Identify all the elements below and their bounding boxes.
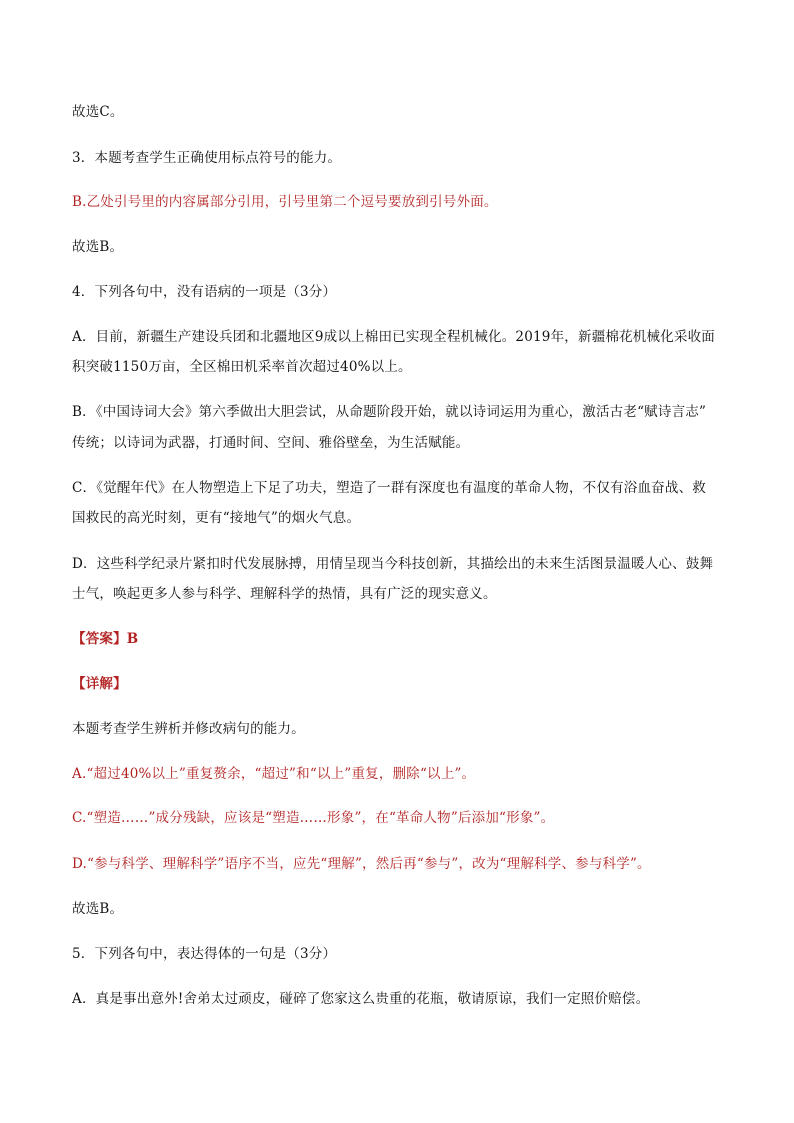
explanation-line: D.“参与科学、理解科学”语序不当，应先“理解”，然后再“参与”，改为“理解科学、参与科学”。	[72, 856, 651, 872]
option-a-line-1: A．真是事出意外!舍弟太过顽皮，碰碎了您家这么贵重的花瓶，敬请原谅，我们一定照价赔偿。	[72, 991, 650, 1007]
option-b-line-2: 传统；以诗词为武器，打通时间、空间、雅俗壁垒，为生活赋能。	[72, 435, 470, 451]
text-line: 3．本题考查学生正确使用标点符号的能力。	[72, 150, 342, 166]
detail-heading: 【详解】	[72, 676, 127, 692]
option-d-line-1: D．这些科学纪录片紧扣时代发展脉搏，用情呈现当今科技创新，其描绘出的未来生活图景温暖人心、鼓舞	[72, 556, 714, 572]
option-d-line-2: 士气，唤起更多人参与科学、理解科学的热情，具有广泛的现实意义。	[72, 586, 497, 602]
text-line: 本题考查学生辨析并修改病句的能力。	[72, 721, 305, 737]
question-stem: 5．下列各句中，表达得体的一句是（3分）	[72, 946, 337, 962]
explanation-line: B.乙处引号里的内容属部分引用，引号里第二个逗号要放到引号外面。	[72, 194, 498, 210]
answer-heading: 【答案】B	[72, 631, 139, 647]
text-line: 故选B。	[72, 901, 124, 917]
option-c-line-1: C．《觉醒年代》在人物塑造上下足了功夫，塑造了一群有深度也有温度的革命人物，不仅有浴血奋战、救	[72, 480, 706, 496]
option-a-line-2: 积突破1150万亩，全区棉田机采率首次超过40%以上。	[72, 359, 412, 375]
option-b-line-1: B．《中国诗词大会》第六季做出大胆尝试，从命题阶段开始，就以诗词运用为重心，激活古老“赋诗言志”	[72, 404, 707, 420]
text-line: 故选C。	[72, 104, 124, 120]
explanation-line: A.“超过40%以上”重复赘余，“超过”和“以上”重复，删除“以上”。	[72, 766, 476, 782]
option-c-line-2: 国救民的高光时刻，更有“接地气”的烟火气息。	[72, 510, 361, 526]
explanation-line: C.“塑造……”成分残缺，应该是“塑造……形象”，在“革命人物”后添加“形象”。	[72, 810, 555, 826]
question-stem: 4．下列各句中，没有语病的一项是（3分）	[72, 284, 337, 300]
text-line: 故选B。	[72, 239, 124, 255]
option-a-line-1: A．目前，新疆生产建设兵团和北疆地区9成以上棉田已实现全程机械化。2019年，新疆棉花机械化采收面	[72, 329, 715, 345]
